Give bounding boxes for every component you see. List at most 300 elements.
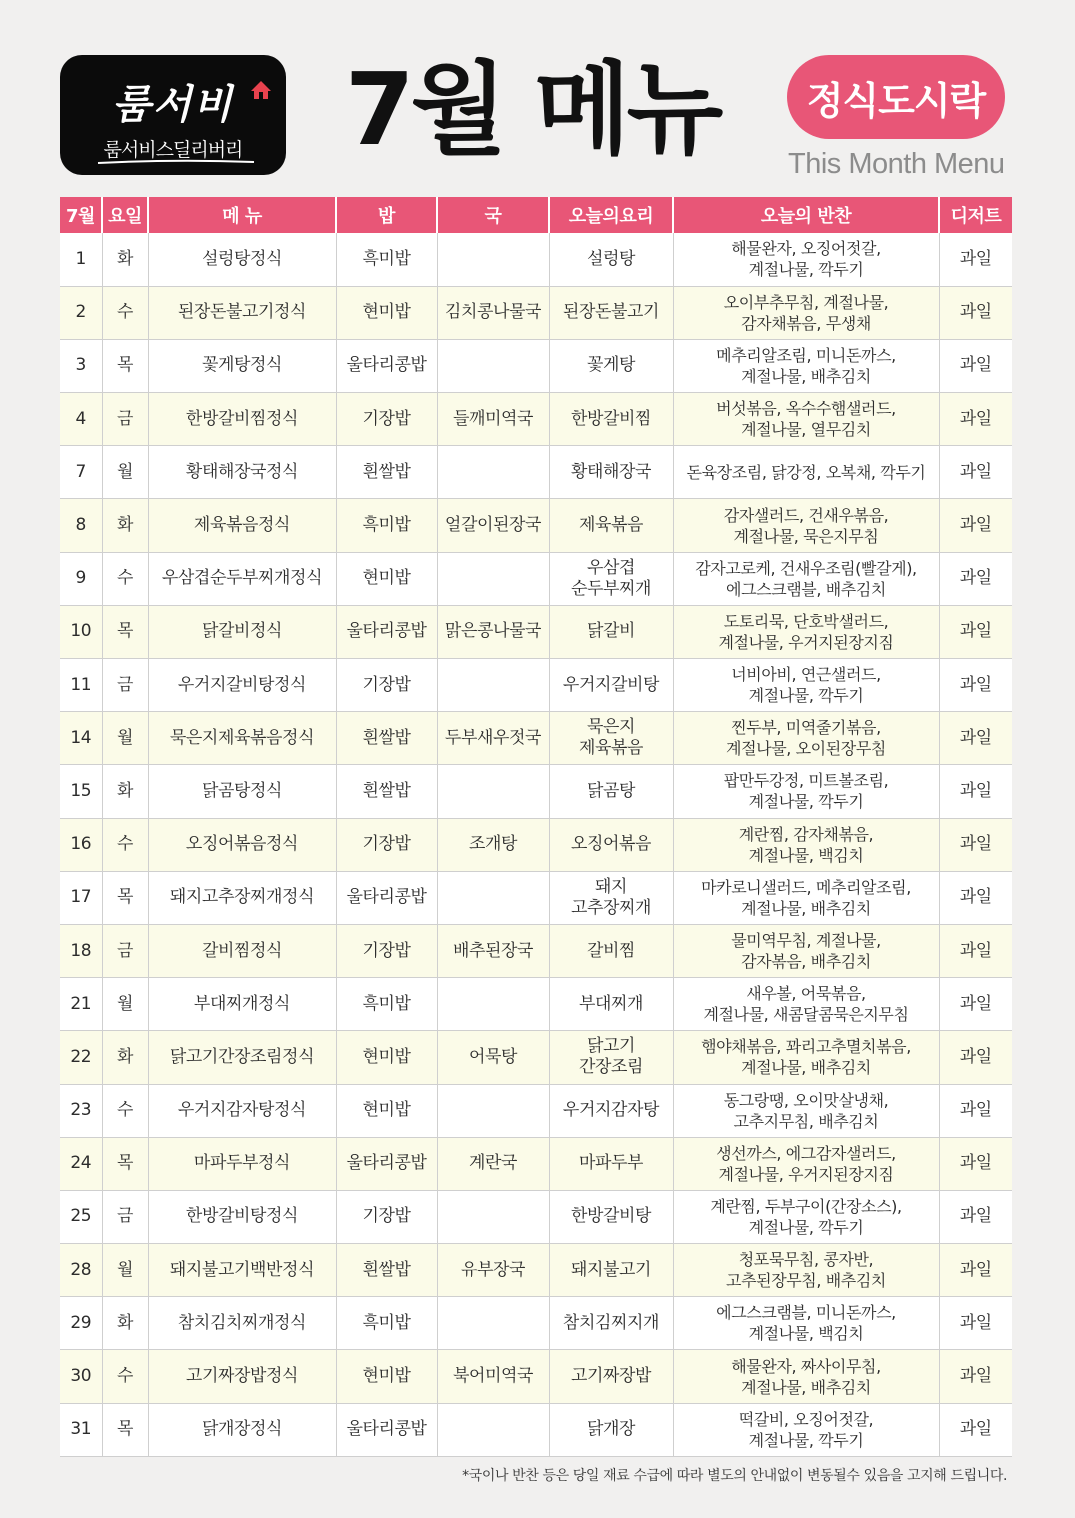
rice-cell <box>336 393 437 446</box>
rice-cell <box>336 499 437 552</box>
soup-cell-line: 들깨미역국 <box>452 408 534 429</box>
sides-cell-line: 계절나물, 우거지된장지짐 <box>718 632 894 652</box>
table-row <box>60 871 1012 924</box>
sides-cell-line: 새우볼, 어묵볶음, <box>746 984 866 1004</box>
dish-cell <box>549 1137 673 1190</box>
sides-cell-line: 계절나물, 깍두기 <box>748 260 864 280</box>
rice-cell <box>336 339 437 392</box>
day-cell <box>102 1297 148 1350</box>
date-cell-line: 15 <box>70 780 92 801</box>
table-row <box>60 1244 1012 1297</box>
sides-cell-line: 고추된장무침, 배추김치 <box>726 1271 886 1291</box>
rice-cell <box>336 605 437 658</box>
day-cell-line: 목 <box>116 355 134 376</box>
day-cell <box>102 286 148 339</box>
sides-cell-line: 계란찜, 두부구이(간장소스), <box>710 1196 902 1216</box>
menu-name-cell <box>148 1084 336 1137</box>
day-cell-line: 월 <box>116 1259 134 1280</box>
menu-name-cell <box>148 1297 336 1350</box>
soup-cell <box>437 233 549 286</box>
dish-cell <box>549 818 673 871</box>
soup-cell <box>437 1244 549 1297</box>
dessert-cell-line: 과일 <box>959 993 992 1014</box>
day-cell-line: 수 <box>116 1100 134 1121</box>
rice-cell <box>336 446 437 499</box>
soup-cell-line: 얼갈이된장국 <box>444 515 542 536</box>
date-cell-line: 21 <box>70 993 92 1014</box>
dish-cell-line: 간장조림 <box>578 1057 644 1078</box>
table-row <box>60 552 1012 605</box>
dessert-cell-line: 과일 <box>959 1366 992 1387</box>
dish-cell-line: 돼지 <box>594 876 628 897</box>
day-cell <box>102 978 148 1031</box>
menu-name-cell-line: 한방갈비탕정식 <box>185 1206 299 1227</box>
rice-cell <box>336 1297 437 1350</box>
sides-cell-line: 동그랑땡, 오이맛살냉채, <box>723 1090 889 1110</box>
soup-cell-line: 김치콩나물국 <box>444 302 542 323</box>
col-date-header: 7월 <box>60 197 102 233</box>
date-cell-line: 8 <box>75 515 86 536</box>
dessert-cell <box>939 1190 1012 1243</box>
sides-cell <box>673 978 939 1031</box>
sides-cell <box>673 712 939 765</box>
menu-name-cell-line: 오징어볶음정식 <box>185 834 299 855</box>
sides-cell-line: 찐두부, 미역줄기볶음, <box>731 718 881 738</box>
date-cell <box>60 339 102 392</box>
date-cell <box>60 818 102 871</box>
table-row <box>60 286 1012 339</box>
logo-subtitle: 룸서비스딜리버리 <box>103 139 243 161</box>
menu-name-cell <box>148 712 336 765</box>
dish-cell <box>549 659 673 712</box>
dessert-cell-line: 과일 <box>959 1259 992 1280</box>
dish-cell <box>549 978 673 1031</box>
soup-cell <box>437 499 549 552</box>
dish-cell-line: 꽃게탕 <box>586 355 636 376</box>
table-row <box>60 339 1012 392</box>
sides-cell <box>673 924 939 977</box>
table-row <box>60 659 1012 712</box>
table-row <box>60 1137 1012 1190</box>
rice-cell-line: 흰쌀밥 <box>362 461 411 482</box>
day-cell <box>102 871 148 924</box>
dessert-cell-line: 과일 <box>959 834 992 855</box>
sides-cell-line: 청포묵무침, 콩자반, <box>738 1250 874 1270</box>
menu-name-cell <box>148 339 336 392</box>
day-cell-line: 수 <box>116 302 134 323</box>
day-cell <box>102 1244 148 1297</box>
date-cell-line: 4 <box>75 408 86 429</box>
rice-cell <box>336 712 437 765</box>
menu-name-cell-line: 닭곰탕정식 <box>201 780 283 801</box>
dessert-cell <box>939 393 1012 446</box>
soup-cell <box>437 286 549 339</box>
day-cell-line: 목 <box>116 1153 134 1174</box>
sides-cell <box>673 1137 939 1190</box>
table-row <box>60 1084 1012 1137</box>
day-cell-line: 수 <box>116 834 134 855</box>
day-cell <box>102 818 148 871</box>
sides-cell-line: 버섯볶음, 옥수수햄샐러드, <box>716 399 896 419</box>
dish-cell <box>549 712 673 765</box>
table-row <box>60 924 1012 977</box>
date-cell-line: 24 <box>70 1153 92 1174</box>
dish-cell-line: 고기짜장밥 <box>570 1366 652 1387</box>
sides-cell-line: 햄야채볶음, 꽈리고추멸치볶음, <box>701 1037 911 1057</box>
menu-name-cell-line: 꽃게탕정식 <box>201 355 283 376</box>
dish-cell-line: 닭개장 <box>586 1419 636 1440</box>
rice-cell <box>336 552 437 605</box>
dessert-cell-line: 과일 <box>959 1100 992 1121</box>
dish-cell-line: 황태해장국 <box>570 461 652 482</box>
date-cell <box>60 1350 102 1403</box>
sides-cell-line: 계절나물, 깍두기 <box>748 1430 864 1450</box>
day-cell <box>102 1084 148 1137</box>
dessert-cell-line: 과일 <box>959 727 992 748</box>
dessert-cell <box>939 233 1012 286</box>
sides-cell-line: 도토리묵, 단호박샐러드, <box>723 611 889 631</box>
dish-cell-line: 한방갈비찜 <box>570 408 652 429</box>
date-cell-line: 31 <box>70 1419 92 1440</box>
sides-cell <box>673 233 939 286</box>
menu-name-cell-line: 닭갈비정식 <box>201 621 283 642</box>
dessert-cell <box>939 1031 1012 1084</box>
col-dessert-header: 디저트 <box>939 197 1012 233</box>
soup-cell-line: 유부장국 <box>460 1259 526 1280</box>
rice-cell-line: 현미밥 <box>362 1046 411 1067</box>
date-cell-line: 14 <box>70 727 92 748</box>
table-row <box>60 446 1012 499</box>
day-cell-line: 목 <box>116 887 134 908</box>
dessert-cell <box>939 499 1012 552</box>
day-cell <box>102 1031 148 1084</box>
rice-cell-line: 흑미밥 <box>362 1312 411 1333</box>
soup-cell-line: 어묵탕 <box>468 1046 518 1067</box>
sides-cell-line: 너비아비, 연근샐러드, <box>731 665 881 685</box>
date-cell-line: 2 <box>75 302 86 323</box>
date-cell <box>60 446 102 499</box>
rice-cell-line: 울타리콩밥 <box>346 1153 427 1174</box>
date-cell-line: 1 <box>75 248 86 269</box>
rice-cell-line: 기장밥 <box>362 1206 411 1227</box>
day-cell-line: 금 <box>116 1206 134 1227</box>
sides-cell <box>673 605 939 658</box>
dish-cell <box>549 1084 673 1137</box>
dish-cell <box>549 393 673 446</box>
soup-cell <box>437 1137 549 1190</box>
sides-cell-line: 계절나물, 새콤달콤묵은지무침 <box>703 1005 909 1025</box>
menu-name-cell-line: 황태해장국정식 <box>185 461 299 482</box>
day-cell <box>102 552 148 605</box>
date-cell-line: 25 <box>70 1206 92 1227</box>
day-cell <box>102 393 148 446</box>
sides-cell-line: 해물완자, 짜사이무침, <box>731 1356 881 1376</box>
table-row <box>60 978 1012 1031</box>
dish-cell-line: 마파두부 <box>578 1153 644 1174</box>
table-row <box>60 233 1012 286</box>
rice-cell-line: 울타리콩밥 <box>346 621 427 642</box>
dish-cell <box>549 446 673 499</box>
sides-cell-line: 계절나물, 깍두기 <box>748 686 864 706</box>
menu-name-cell-line: 제육볶음정식 <box>193 515 291 536</box>
menu-name-cell <box>148 446 336 499</box>
rice-cell <box>336 286 437 339</box>
rice-cell <box>336 1084 437 1137</box>
rice-cell <box>336 1350 437 1403</box>
dish-cell-line: 갈비찜 <box>586 940 636 961</box>
soup-cell <box>437 1190 549 1243</box>
dish-cell <box>549 871 673 924</box>
day-cell-line: 금 <box>116 940 134 961</box>
sides-cell <box>673 446 939 499</box>
dessert-cell <box>939 1403 1012 1456</box>
rice-cell-line: 기장밥 <box>362 674 411 695</box>
date-cell <box>60 924 102 977</box>
rice-cell-line: 현미밥 <box>362 302 411 323</box>
day-cell <box>102 1403 148 1456</box>
dessert-cell-line: 과일 <box>959 515 992 536</box>
day-cell-line: 목 <box>116 1419 134 1440</box>
sides-cell <box>673 765 939 818</box>
rice-cell <box>336 765 437 818</box>
sides-cell-line: 계절나물, 백김치 <box>748 845 864 865</box>
dessert-cell <box>939 818 1012 871</box>
dish-cell <box>549 1244 673 1297</box>
sides-cell-line: 메추리알조림, 미니돈까스, <box>716 345 896 365</box>
sides-cell <box>673 1350 939 1403</box>
day-cell-line: 화 <box>116 515 134 536</box>
soup-cell <box>437 1031 549 1084</box>
date-cell <box>60 1403 102 1456</box>
soup-cell <box>437 339 549 392</box>
rice-cell-line: 흰쌀밥 <box>362 780 411 801</box>
sides-cell-line: 계절나물, 백김치 <box>748 1324 864 1344</box>
soup-cell-line: 북어미역국 <box>452 1366 534 1387</box>
sides-cell <box>673 286 939 339</box>
menu-name-cell-line: 한방갈비찜정식 <box>185 408 299 429</box>
sides-cell-line: 계절나물, 깍두기 <box>748 792 864 812</box>
dessert-cell-line: 과일 <box>959 408 992 429</box>
dessert-cell-line: 과일 <box>959 248 992 269</box>
sides-cell-line: 물미역무침, 계절나물, <box>731 931 881 951</box>
sides-cell <box>673 1403 939 1456</box>
dish-cell <box>549 1403 673 1456</box>
day-cell-line: 월 <box>116 993 134 1014</box>
day-cell <box>102 659 148 712</box>
dish-cell-line: 우삼겹 <box>586 557 636 578</box>
rice-cell <box>336 659 437 712</box>
table-row <box>60 1403 1012 1456</box>
dessert-cell <box>939 659 1012 712</box>
dish-cell <box>549 1297 673 1350</box>
rice-cell-line: 흰쌀밥 <box>362 727 411 748</box>
sides-cell <box>673 552 939 605</box>
sides-cell <box>673 339 939 392</box>
soup-cell <box>437 659 549 712</box>
day-cell-line: 수 <box>116 568 134 589</box>
menu-name-cell-line: 고기짜장밥정식 <box>185 1366 299 1387</box>
dessert-cell-line: 과일 <box>959 1206 992 1227</box>
day-cell-line: 금 <box>116 408 134 429</box>
sides-cell-line: 팝만두강정, 미트볼조림, <box>723 771 889 791</box>
soup-cell <box>437 446 549 499</box>
table-row <box>60 1190 1012 1243</box>
table-row <box>60 605 1012 658</box>
soup-cell <box>437 393 549 446</box>
dish-cell-line: 돼지불고기 <box>570 1259 652 1280</box>
sides-cell-line: 고추지무침, 배추김치 <box>733 1111 879 1131</box>
sides-cell-line: 계절나물, 배추김치 <box>741 366 871 386</box>
menu-name-cell <box>148 871 336 924</box>
dessert-cell <box>939 1244 1012 1297</box>
soup-cell <box>437 1084 549 1137</box>
col-soup-header: 국 <box>437 197 549 233</box>
sides-cell-line: 계절나물, 깍두기 <box>748 1217 864 1237</box>
footnote: *국이나 반찬 등은 당일 재료 수급에 따라 별도의 안내없이 변동될수 있음을 고지해 드립니다. <box>462 1468 1007 1484</box>
menu-name-cell <box>148 1403 336 1456</box>
day-cell-line: 화 <box>116 780 134 801</box>
dish-cell-line: 우거지갈비탕 <box>562 674 660 695</box>
menu-name-cell <box>148 605 336 658</box>
menu-name-cell-line: 된장돈불고기정식 <box>177 302 307 323</box>
date-cell-line: 18 <box>70 940 92 961</box>
dish-cell <box>549 1350 673 1403</box>
dish-cell <box>549 552 673 605</box>
day-cell <box>102 339 148 392</box>
dish-cell <box>549 605 673 658</box>
soup-cell <box>437 552 549 605</box>
rice-cell-line: 현미밥 <box>362 1366 411 1387</box>
date-cell-line: 16 <box>70 834 92 855</box>
date-cell <box>60 605 102 658</box>
date-cell <box>60 765 102 818</box>
soup-cell-line: 계란국 <box>468 1153 518 1174</box>
menu-name-cell <box>148 499 336 552</box>
rice-cell <box>336 1403 437 1456</box>
sides-cell-line: 계절나물, 우거지된장지짐 <box>718 1164 894 1184</box>
dessert-cell <box>939 286 1012 339</box>
menu-name-cell <box>148 765 336 818</box>
rice-cell <box>336 818 437 871</box>
rice-cell-line: 기장밥 <box>362 940 411 961</box>
menu-name-cell-line: 갈비찜정식 <box>201 940 283 961</box>
dessert-cell <box>939 446 1012 499</box>
date-cell <box>60 286 102 339</box>
dish-cell-line: 제육볶음 <box>578 515 644 536</box>
menu-name-cell <box>148 978 336 1031</box>
menu-name-cell <box>148 1031 336 1084</box>
rice-cell-line: 울타리콩밥 <box>346 355 427 376</box>
soup-cell <box>437 1297 549 1350</box>
menu-name-cell-line: 우삼겹순두부찌개정식 <box>161 568 323 589</box>
date-cell <box>60 393 102 446</box>
page-title: 7월 메뉴 <box>345 51 720 168</box>
soup-cell <box>437 978 549 1031</box>
dish-cell-line: 설렁탕 <box>586 248 636 269</box>
table-row <box>60 765 1012 818</box>
sides-cell-line: 감자고로케, 건새우조림(빨갈게), <box>695 558 917 578</box>
sides-cell-line: 생선까스, 에그감자샐러드, <box>716 1143 896 1163</box>
sides-cell <box>673 393 939 446</box>
day-cell-line: 수 <box>116 1366 134 1387</box>
date-cell <box>60 1244 102 1297</box>
table-row <box>60 499 1012 552</box>
dessert-cell <box>939 1137 1012 1190</box>
date-cell <box>60 1084 102 1137</box>
sides-cell <box>673 1031 939 1084</box>
soup-cell <box>437 924 549 977</box>
rice-cell-line: 흑미밥 <box>362 993 411 1014</box>
day-cell <box>102 499 148 552</box>
dessert-cell-line: 과일 <box>959 1046 992 1067</box>
col-rice-header: 밥 <box>336 197 437 233</box>
dish-cell <box>549 286 673 339</box>
dessert-cell <box>939 552 1012 605</box>
brand-logo <box>60 55 286 175</box>
sides-cell-line: 돈육장조림, 닭강정, 오복채, 깍두기 <box>686 462 926 482</box>
dish-cell-line: 묵은지 <box>586 717 636 738</box>
logo-script: 룸서비 <box>112 81 234 128</box>
dish-cell <box>549 1190 673 1243</box>
sides-cell-line: 떡갈비, 오징어젓갈, <box>738 1409 874 1429</box>
soup-cell <box>437 871 549 924</box>
dessert-cell <box>939 1084 1012 1137</box>
menu-name-cell-line: 참치김치찌개정식 <box>177 1312 307 1333</box>
day-cell <box>102 233 148 286</box>
dessert-cell-line: 과일 <box>959 461 992 482</box>
soup-cell <box>437 712 549 765</box>
dish-cell-line: 닭고기 <box>586 1036 636 1057</box>
dish-cell-line: 순두부찌개 <box>570 578 652 599</box>
house-icon <box>250 79 272 101</box>
rice-cell-line: 기장밥 <box>362 834 411 855</box>
day-cell-line: 월 <box>116 461 134 482</box>
menu-name-cell-line: 돼지고추장찌개정식 <box>169 887 315 908</box>
dessert-cell <box>939 1297 1012 1350</box>
rice-cell-line: 기장밥 <box>362 408 411 429</box>
dessert-cell-line: 과일 <box>959 1153 992 1174</box>
dessert-cell <box>939 712 1012 765</box>
dessert-cell-line: 과일 <box>959 1419 992 1440</box>
category-badge: 정식도시락 <box>787 55 1005 139</box>
day-cell <box>102 1350 148 1403</box>
soup-cell <box>437 605 549 658</box>
date-cell <box>60 552 102 605</box>
date-cell <box>60 1190 102 1243</box>
dessert-cell-line: 과일 <box>959 1312 992 1333</box>
menu-name-cell-line: 묵은지제육볶음정식 <box>169 727 315 748</box>
day-cell <box>102 446 148 499</box>
dessert-cell-line: 과일 <box>959 887 992 908</box>
soup-cell-line: 조개탕 <box>468 834 518 855</box>
dish-cell-line: 닭곰탕 <box>586 780 636 801</box>
menu-table <box>60 197 1012 1457</box>
table-row <box>60 1297 1012 1350</box>
dish-cell-line: 한방갈비탕 <box>570 1206 652 1227</box>
menu-name-cell-line: 마파두부정식 <box>193 1153 291 1174</box>
menu-name-cell <box>148 1190 336 1243</box>
date-cell <box>60 871 102 924</box>
soup-cell-line: 맑은콩나물국 <box>444 621 542 642</box>
menu-name-cell <box>148 552 336 605</box>
date-cell-line: 9 <box>75 568 86 589</box>
table-row <box>60 818 1012 871</box>
day-cell-line: 화 <box>116 1046 134 1067</box>
rice-cell <box>336 1244 437 1297</box>
col-menu-header: 메 뉴 <box>148 197 336 233</box>
date-cell-line: 28 <box>70 1259 92 1280</box>
dessert-cell-line: 과일 <box>959 621 992 642</box>
